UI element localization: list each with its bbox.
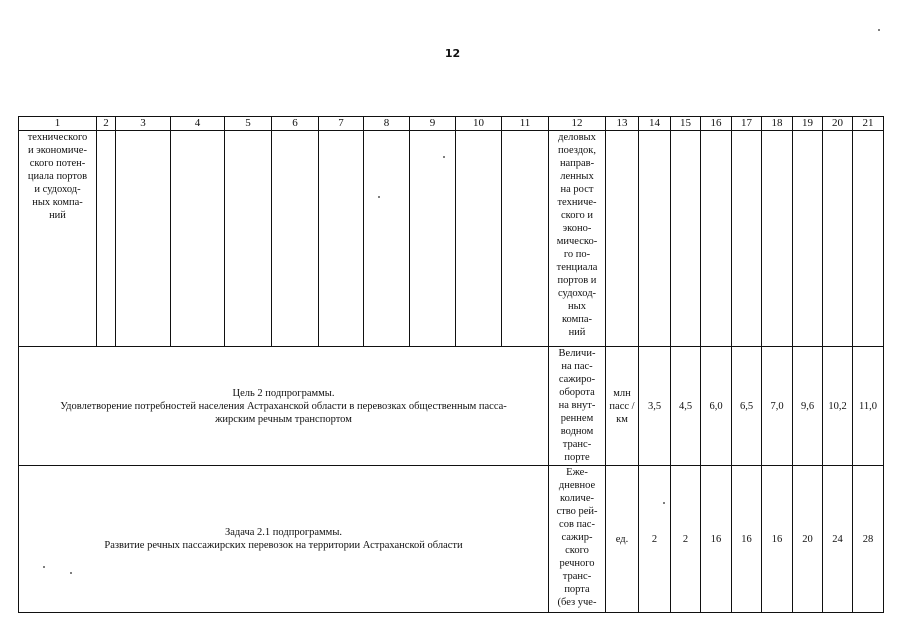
header-row <box>19 117 884 131</box>
empty-cell <box>171 131 225 347</box>
col-header: 16 <box>701 117 732 131</box>
cell-text-line: Величи- <box>558 348 596 359</box>
empty-cell <box>671 131 701 347</box>
col-header: 4 <box>171 117 225 131</box>
empty-cell <box>502 131 549 347</box>
cell-text-line: ных компа- <box>32 197 83 208</box>
cell-text-line: ского потен- <box>29 158 86 169</box>
cell-text-line: поездок, <box>557 145 597 156</box>
cell-text-line: Еже- <box>566 467 588 478</box>
col-header: 9 <box>410 117 456 131</box>
col-header: 3 <box>116 117 171 131</box>
value-cell: 24 <box>823 466 853 613</box>
empty-cell <box>823 131 853 347</box>
cell-text-line: млн <box>613 387 631 399</box>
unit-cell <box>606 347 639 466</box>
cell-text-line: ленных <box>560 171 594 182</box>
col-header: 11 <box>502 117 549 131</box>
cell-text-line: количе- <box>560 493 594 504</box>
cell-text-line: на рост <box>560 184 594 195</box>
value-cell: 2 <box>639 466 671 613</box>
col-header: 2 <box>97 117 116 131</box>
indicator-cell <box>549 347 606 466</box>
value-cell: 16 <box>701 466 732 613</box>
cell-text-line: техниче- <box>557 197 597 208</box>
empty-cell <box>456 131 502 347</box>
value-cell: 7,0 <box>762 347 793 466</box>
col-header: 5 <box>225 117 272 131</box>
col-header: 1 <box>19 117 97 131</box>
value-cell: 9,6 <box>793 347 823 466</box>
col-header: 13 <box>606 117 639 131</box>
unit-cell: ед. <box>606 466 639 613</box>
row1-col12-cell <box>549 131 606 347</box>
empty-cell <box>364 131 410 347</box>
empty-cell <box>272 131 319 347</box>
cell-text-line: го по- <box>563 249 591 260</box>
cell-text-line: судоход- <box>557 288 597 299</box>
value-cell: 6,5 <box>732 347 762 466</box>
value-cell: 2 <box>671 466 701 613</box>
empty-cell <box>410 131 456 347</box>
program-indicators-table <box>18 116 884 613</box>
cell-text-line: транс- <box>562 571 592 582</box>
empty-cell <box>225 131 272 347</box>
value-cell: 20 <box>793 466 823 613</box>
table-row <box>19 347 884 466</box>
empty-cell <box>853 131 884 347</box>
goal-text-line: жирским речным транспортом <box>215 413 352 425</box>
cell-text-line: на пас- <box>561 361 593 372</box>
value-cell: 16 <box>732 466 762 613</box>
cell-text-line: ний <box>568 327 586 338</box>
goal-text-line: Удовлетворение потребностей населения Астраханской области в перевозках общественным пасса- <box>60 400 507 412</box>
empty-cell <box>606 131 639 347</box>
cell-text-line: водном <box>560 426 594 437</box>
empty-cell <box>793 131 823 347</box>
cell-text-line: эконо- <box>562 223 592 234</box>
goal-2-cell <box>19 347 549 466</box>
empty-cell <box>732 131 762 347</box>
cell-text-line: мическо- <box>556 236 598 247</box>
empty-cell <box>97 131 116 347</box>
value-cell: 6,0 <box>701 347 732 466</box>
cell-text-line: оборота <box>559 387 595 398</box>
empty-cell <box>319 131 364 347</box>
cell-text-line: ского и <box>560 210 594 221</box>
cell-text-line: сажиро- <box>558 374 596 385</box>
cell-text-line: ского <box>565 545 589 556</box>
scan-speck <box>878 29 880 31</box>
col-header: 15 <box>671 117 701 131</box>
cell-text-line: циала портов <box>27 171 88 182</box>
col-header: 21 <box>853 117 884 131</box>
col-header: 8 <box>364 117 410 131</box>
empty-cell <box>762 131 793 347</box>
empty-cell <box>639 131 671 347</box>
col-header: 17 <box>732 117 762 131</box>
row1-col1-cell <box>19 131 97 347</box>
empty-cell <box>116 131 171 347</box>
cell-text-line: порте <box>564 452 590 463</box>
cell-text-line: сажир- <box>561 532 593 543</box>
cell-text-line: км <box>616 413 628 425</box>
cell-text-line: портов и <box>557 275 597 286</box>
cell-text-line: реннем <box>560 413 594 424</box>
table-row <box>19 466 884 613</box>
table-row <box>19 131 884 347</box>
cell-text-line: тенциала <box>556 262 598 273</box>
cell-text-line: на внут- <box>558 400 596 411</box>
cell-text-line: дневное <box>558 480 596 491</box>
value-cell: 11,0 <box>853 347 884 466</box>
col-header: 20 <box>823 117 853 131</box>
empty-cell <box>701 131 732 347</box>
col-header: 6 <box>272 117 319 131</box>
cell-text-line: ных <box>568 301 586 312</box>
task-text: Развитие речных пассажирских перевозок на территории Астраханской области <box>104 540 463 551</box>
cell-text-line: пасс / <box>609 400 635 412</box>
col-header: 18 <box>762 117 793 131</box>
task-2-1-cell <box>19 466 549 613</box>
col-header: 14 <box>639 117 671 131</box>
value-cell: 28 <box>853 466 884 613</box>
cell-text-line: компа- <box>561 314 593 325</box>
cell-text-line: (без уче- <box>557 597 597 608</box>
value-cell: 4,5 <box>671 347 701 466</box>
indicator-cell <box>549 466 606 613</box>
task-title: Задача 2.1 подпрограммы. <box>224 527 343 538</box>
cell-text-line: и экономиче- <box>28 145 87 156</box>
cell-text-line: деловых <box>558 132 596 143</box>
cell-text-line: транс- <box>562 439 592 450</box>
cell-text-line: и судоход- <box>34 184 81 195</box>
col-header: 12 <box>549 117 606 131</box>
col-header: 7 <box>319 117 364 131</box>
col-header: 19 <box>793 117 823 131</box>
page-number: 12 <box>444 47 461 60</box>
cell-text-line: сов пас- <box>559 519 595 530</box>
value-cell: 16 <box>762 466 793 613</box>
cell-text-line: ний <box>49 210 66 221</box>
value-cell: 10,2 <box>823 347 853 466</box>
cell-text-line: ство рей- <box>556 506 598 517</box>
goal-title: Цель 2 подпрограммы. <box>232 387 335 399</box>
cell-text-line: направ- <box>559 158 595 169</box>
col-header: 10 <box>456 117 502 131</box>
cell-text-line: порта <box>564 584 590 595</box>
value-cell: 3,5 <box>639 347 671 466</box>
cell-text-line: речного <box>559 558 595 569</box>
cell-text-line: технического <box>27 132 88 143</box>
